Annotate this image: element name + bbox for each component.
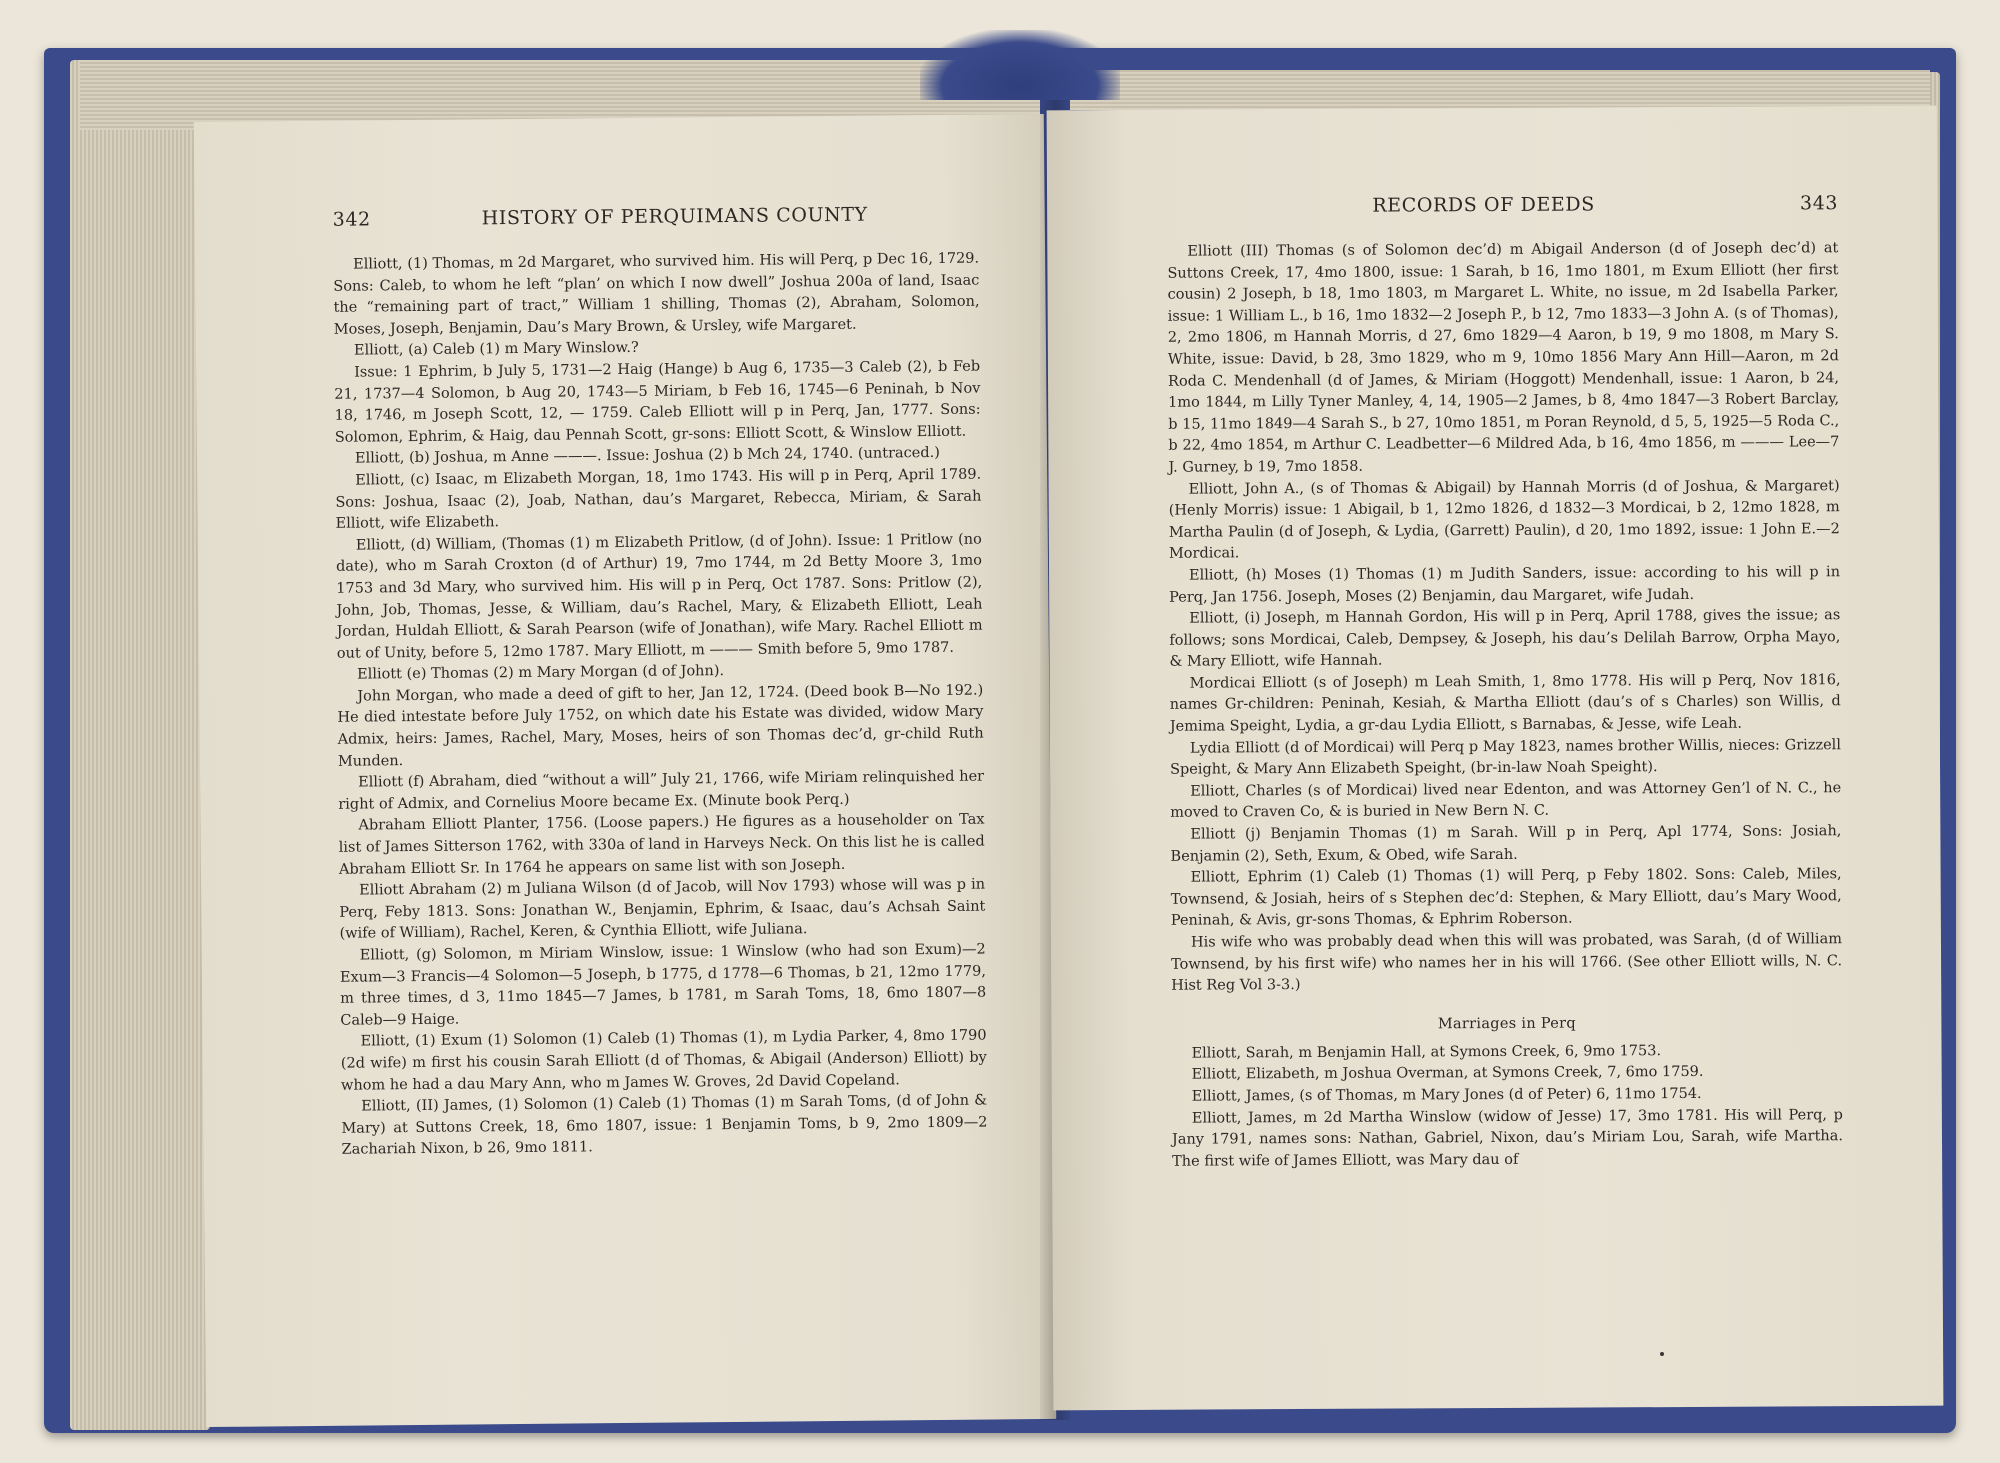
left-page-text — [333, 249, 988, 1162]
book-spine — [920, 30, 1120, 100]
paragraph: Abraham Elliott Planter, 1756. (Loose papers.) He figures as a householder on Tax list of James Sitterson 1762, with 330a of land in Harveys Neck. On this list he is called Abraham Elliott Sr. In 1764 he appears on same list with son Joseph. — [338, 811, 985, 878]
left-page-header — [333, 203, 979, 231]
marriage-entry: Elliott, Elizabeth, m Joshua Overman, at Symons Creek, 7, 6mo 1759. — [1191, 1064, 1704, 1083]
paragraph: Elliott, (c) Isaac, m Elizabeth Morgan, 18, 1mo 1743. His will p in Perq, April 1789. Sons: Joshua, Isaac (2), Joab, Nathan, dau’s Margaret, Rebecca, Miriam, & Sarah Elliott, wife Elizabeth. — [335, 466, 982, 532]
paragraph: Elliott, (i) Joseph, m Hannah Gordon, His will p in Perq, April 1788, gives the issue; as follows; sons Mordicai, Caleb, Dempsey, & Joseph, his dau’s Delilah Barrow, Orpha Mayo, & Mary Elliott, wife Hannah. — [1169, 607, 1841, 670]
paragraph: His wife who was probably dead when this will was probated, was Sarah, (d of William Townsend, by his first wife) who names her in his will 1766. (See other Elliott wills, N. C. Hist Reg Vol 3-3.) — [1171, 931, 1843, 994]
paragraph: Elliott (III) Thomas (s of Solomon dec’d) m Abigail Anderson (d of Joseph dec’d) at Suttons Creek, 17, 4mo 1800, issue: 1 Sarah, b 16, 1mo 1801, m Exum Elliott (her first cousin) 2 Joseph, b 18, 1mo 1803, m Margaret L. White, no issue, m 2d Isabella Parker, issue: 1 William L., b 16, 1mo 1832—2 Joseph P., b 12, 7mo 1833—3 John A. (s of Thomas), 2, 2mo 1806, m Hannah Morris, d 27, 6mo 1829—4 Aaron, b 19, 9 mo 1808, m Mary S. White, issue: David, b 28, 3mo 1829, who m 9, 10mo 1856 Mary Ann Hill—Aaron, m 2d Roda C. Mendenhall (d of James, & Miriam (Hoggott) Mendenhall, issue: 1 Aaron, b 24, 1mo 1844, m Lilly Tyner Manley, 4, 14, 1905—2 James, b 8, 4mo 1847—3 Robert Barclay, b 15, 11mo 1849—4 Sarah S., b 27, 10mo 1851, m Poran Reynold, d 5, 5, 1925—5 Roda C., b 22, 4mo 1854, m Arthur C. Leadbetter—6 Mildred Ada, b 16, 4mo 1856, m ——— Lee—7 J. Gurney, b 19, 7mo 1858. — [1167, 240, 1840, 476]
marriage-entry: Elliott, Sarah, m Benjamin Hall, at Symons Creek, 6, 9mo 1753. — [1191, 1042, 1662, 1062]
paragraph: Mordicai Elliott (s of Joseph) m Leah Smith, 1, 8mo 1778. His will p Perq, Nov 1816, names Gr-children: Peninah, Kesiah, & Martha Elliott (dau’s of s Charles) son Willis, d Jemima Speight, Lydia, a gr-dau Lydia Elliott, s Barnabas, & Jesse, wife Leah. — [1169, 672, 1841, 735]
paragraph: Elliott (j) Benjamin Thomas (1) m Sarah. Will p in Perq, Apl 1774, Sons: Josiah, Benjamin (2), Seth, Exum, & Obed, wife Sarah. — [1170, 823, 1842, 865]
marriage-entry: Elliott, James, (s of Thomas, m Mary Jones (d of Peter) 6, 11mo 1754. — [1191, 1085, 1702, 1105]
paragraph: Elliott, Ephrim (1) Caleb (1) Thomas (1) will Perq, p Feby 1802. Sons: Caleb, Miles, Townsend, & Josiah, heirs of s Stephen dec’d: Stephen, & Mary Elliott, dau’s Mary Wood, Peninah, & Avis, gr-sons Thomas, & Ephrim Roberson. — [1170, 866, 1842, 930]
left-page-number: 342 — [332, 208, 371, 231]
right-running-title: RECORDS OF DEEDS — [1372, 193, 1595, 217]
paragraph: Issue: 1 Ephrim, b July 5, 1731—2 Haig (Hange) b Aug 6, 1735—3 Caleb (2), b Feb 21, 1737—4 Solomon, b Aug 20, 1743—5 Miriam, b Feb 16, 1745—6 Peninah, b Nov 18, 1746, m Joseph Scott, 12, — 1759. Caleb Elliott will p in Perq, Jan, 1777. Sons: Solomon, Ephrim, & Haig, dau Pennah Scott, gr-sons: Elliott Scott, & Winslow Elliott. — [334, 358, 981, 446]
paragraph: Elliott, (II) James, (1) Solomon (1) Caleb (1) Thomas (1) m Sarah Toms, (d of John & Mary) at Suttons Creek, 18, 6mo 1807, issue: 1 Benjamin Toms, b 9, 2mo 1809—2 Zachariah Nixon, b 26, 9mo 1811. — [341, 1092, 988, 1159]
paragraph: Elliott, (h) Moses (1) Thomas (1) m Judith Sanders, issue: according to his will p in Perq, Jan 1756. Joseph, Moses (2) Benjamin, dau Margaret, wife Judah. — [1169, 564, 1841, 606]
right-page-number: 343 — [1799, 192, 1839, 215]
paragraph: Elliott, (g) Solomon, m Miriam Winslow, issue: 1 Winslow (who had son Exum)—2 Exum—3 Francis—4 Solomon—5 Joseph, b 1775, d 1778—6 Thomas, b 21, 12mo 1779, m three times, d 3, 11mo 1845—7 James, b 1781, m Sarah Toms, 18, 6mo 1807—8 Caleb—9 Haige. — [339, 941, 987, 1029]
left-page — [194, 114, 1056, 1427]
left-running-title: HISTORY OF PERQUIMANS COUNTY — [481, 203, 868, 230]
marriage-entry: Elliott, James, m 2d Martha Winslow (widow of Jesse) 17, 3mo 1781. His will Perq, p Jany 1791, names sons: Nathan, Gabriel, Nixon, dau’s Miriam Lou, Sarah, wife Martha. The first wife of James Elliott, was Mary dau of — [1171, 1106, 1844, 1170]
paragraph: Elliott Abraham (2) m Juliana Wilson (d of Jacob, will Nov 1793) whose will was p in Perq, Feby 1813. Sons: Jonathan W., Benjamin, Ephrim, & Isaac, dau’s Achsah Saint (wife of William), Rachel, Keren, & Cynthia Elliott, wife Juliana. — [339, 876, 986, 943]
page-edges-top-right — [1070, 70, 1930, 110]
marriages-heading: Marriages in Perq — [1437, 1015, 1576, 1033]
paragraph: Elliott, (d) William, (Thomas (1) m Elizabeth Pritlow, (d of John). Issue: 1 Pritlow (no date), who m Sarah Croxton (d of Arthur) 19, 7mo 1744, m 2d Betty Moore 3, 1mo 1753 and 3d Mary, who survived him. His will p in Perq, Oct 1787. Sons: Pritlow (2), John, Job, Thomas, Jesse, & William, dau’s Rachel, Mary, & Elizabeth Elliott, Leah Jordan, Huldah Elliott, & Sarah Pearson (wife of Jonathan), wife Mary. Rachel Elliott m out of Unity, before 5, 12mo 1787. Mary Elliott, m ——— Smith before 5, 9mo 1787. — [335, 531, 983, 662]
paragraph: Elliott, John A., (s of Thomas & Abigail) by Hannah Morris (d of Joshua, & Margaret) (Henly Morris) issue: 1 Abigail, b 1, 12mo 1826, d 1832—3 Mordicai, b 2, 12mo 1828, m Martha Paulin (d of Joseph, & Lydia, (Garrett) Paulin), d 20, 1mo 1892, issue: 1 John E.—2 Mordicai. — [1168, 477, 1840, 563]
paragraph: John Morgan, who made a deed of gift to her, Jan 12, 1724. (Deed book B—No 192.) He died intestate before July 1752, on which date his Estate was divided, widow Mary Admix, heirs: James, Rachel, Mary, Moses, heirs of son Thomas dec’d, gr-child Ruth Munden. — [337, 682, 984, 770]
paragraph: Elliott, (a) Caleb (1) m Mary Winslow.? — [353, 340, 639, 359]
page-speck — [1660, 1352, 1664, 1356]
paragraph: Elliott (f) Abraham, died “without a will” July 21, 1766, wife Miriam relinquished her right of Admix, and Cornelius Moore became Ex. (Minute book Perq.) — [338, 768, 985, 813]
paragraph: Elliott, (b) Joshua, m Anne ———. Issue: Joshua (2) b Mch 24, 1740. (untraced.) — [354, 445, 940, 467]
paragraph: Elliott, Charles (s of Mordicai) lived near Edenton, and was Attorney Gen’l of N. C., he moved to Craven Co, & is buried in New Bern N. C. — [1170, 780, 1842, 822]
paragraph: Elliott, (1) Thomas, m 2d Margaret, who survived him. His will Perq, p Dec 16, 1729. Sons: Caleb, to whom he left “plan’ on which I now dwell” Joshua 200a of land, Isaac the “remaining part of tract,” William 1 shilling, Thomas (2), Abraham, Solomon, Moses, Joseph, Benjamin, Dau’s Mary Brown, & Ursley, wife Margaret. — [333, 250, 980, 338]
right-page-header — [1167, 192, 1838, 218]
right-page-text — [1167, 238, 1843, 1173]
page-edges-left — [70, 60, 210, 1430]
paragraph: Elliott (e) Thomas (2) m Mary Morgan (d of John). — [356, 663, 725, 683]
paragraph: Lydia Elliott (d of Mordicai) will Perq p May 1823, names brother Willis, nieces: Grizzell Speight, & Mary Ann Elizabeth Speight, (br-in-law Noah Speight). — [1170, 736, 1841, 778]
paragraph: Elliott, (1) Exum (1) Solomon (1) Caleb (1) Thomas (1), m Lydia Parker, 4, 8mo 1790 (2d wife) m first his cousin Sarah Elliott (d of Thomas, & Abigail (Anderson) Elliott) by whom he had a dau Mary Ann, who m James W. Groves, 2d David Copeland. — [340, 1027, 987, 1094]
right-page — [1047, 106, 1944, 1411]
